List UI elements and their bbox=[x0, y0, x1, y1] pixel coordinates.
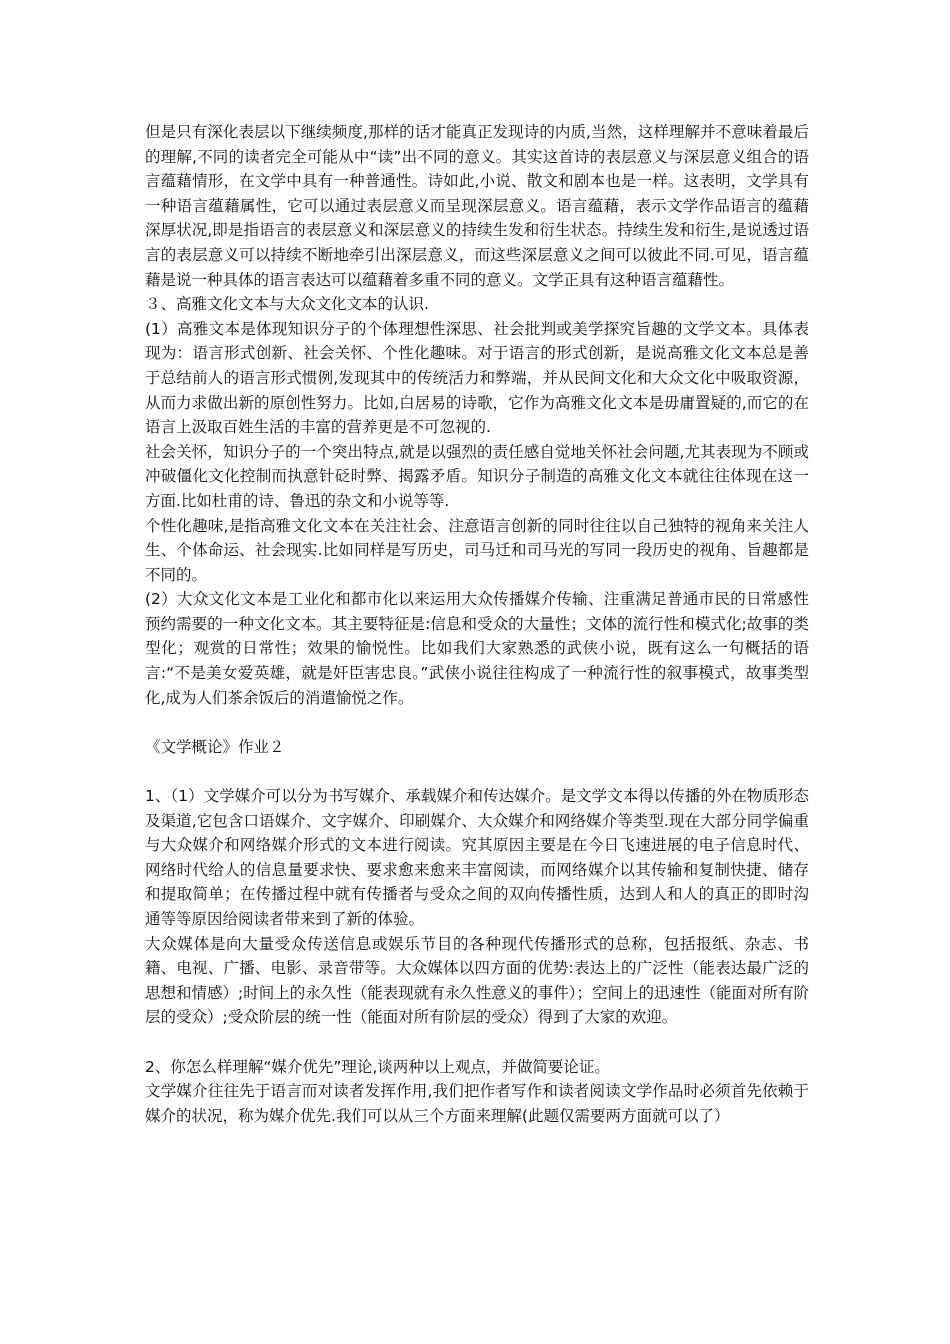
blank-line bbox=[145, 1030, 809, 1055]
paragraph-social-concern: 社会关怀，知识分子的一个突出特点,就是以强烈的责任感自觉地关怀社会问题,尤其表现为不顾或冲破僵化文化控制而执意针砭时弊、揭露矛盾。知识分子制造的高雅文化文本就往往体现在这一方面.比如杜甫的诗、鲁迅的杂文和小说等等. bbox=[145, 442, 809, 510]
paragraph-mass-media: 大众媒体是向大量受众传送信息或娱乐节目的各种现代传播形式的总称，包括报纸、杂志、书籍、电视、广播、电影、录音带等。大众媒体以四方面的优势:表达上的广泛性（能表达最广泛的思想和情感）;时间上的永久性（能表现就有永久性意义的事件）；空间上的迅速性（能面对所有阶层的受众）;受众阶层的统一性（能面对所有阶层的受众）得到了大家的欢迎。 bbox=[145, 934, 809, 1027]
assignment-title: 《文学概论》作业２ bbox=[145, 737, 285, 756]
paragraph-language-connotation: 但是只有深化表层以下继续频度,那样的话才能真正发现诗的内质,当然，这样理解并不意味着最后的理解,不同的读者完全可能从中“读”出不同的意义。其实这首诗的表层意义与深层意义组合的语言蕴藉情形，在文学中具有一种普通性。诗如此,小说、散文和剧本也是一样。这表明，文学具有一种语言蕴藉属性，它可以通过表层意义而呈现深层意义。语言蕴藉，表示文学作品语言的蕴藉深厚状况,即是指语言的表层意义和深层意义的持续生发和衍生状态。持续生发和衍生,是说透过语言的表层意义可以持续不断地牵引出深层意义，而这些深层意义之间可以彼此不同.可见，语言蕴藉是说一种具体的语言表达可以蕴藉着多重不同的意义。文学正具有这种语言蕴藉性。 bbox=[145, 123, 809, 289]
heading-section-3: ３、高雅文化文本与大众文化文本的认识. bbox=[145, 295, 429, 314]
paragraph-personal-taste: 个性化趣味,是指高雅文化文本在关注社会、注意语言创新的同时往往以自己独特的视角来关注人生、个体命运、社会现实.比如同样是写历史，司马迁和司马光的写同一段历史的视角、旨趣都是不同的。 bbox=[145, 516, 809, 584]
paragraph-mass-culture-text: (2）大众文化文本是工业化和都市化以来运用大众传播媒介传输、注重满足普通市民的日常感性预约需要的一种文化文本。其主要特征是:信息和受众的大量性；文体的流行性和模式化;故事的类型化；观赏的日常性；效果的愉悦性。比如我们大家熟悉的武侠小说，既有这么一句概括的语言:“不是美女爱英雄，就是奸臣害忠良。”武侠小说往往构成了一种流行性的叙事模式，故事类型化,成为人们茶余饭后的消遣愉悦之作。 bbox=[145, 590, 809, 707]
paragraph-question-1: 1、（1）文学媒介可以分为书写媒介、承载媒介和传达媒介。是文学文本得以传播的外在物质形态及渠道,它包含口语媒介、文字媒介、印刷媒介、大众媒介和网络媒介等类型.现在大部分同学偏重与大众媒介和网络媒介形式的文本进行阅读。究其原因主要是在今日飞速进展的电子信息时代、网络时代给人的信息量要求快、要求愈来愈来丰富阅读，而网络媒介以其传输和复制快捷、储存和提取简单；在传播过程中就有传播者与受众之间的双向传播性质，达到人和人的真正的即时沟通等等原因给阅读者带来到了新的体验。 bbox=[145, 787, 809, 928]
document-page bbox=[145, 120, 809, 1128]
paragraph-elite-text: (1）高雅文本是体现知识分子的个体理想性深思、社会批判或美学探究旨趣的文学文本。具体表现为：语言形式创新、社会关怀、个性化趣味。对于语言的形式创新，是说高雅文化文本总是善于总结前人的语言形式惯例,发现其中的传统活力和弊端，并从民间文化和大众文化中吸取资源，从而力求做出新的原创性努力。比如,白居易的诗歌，它作为高雅文化文本是毋庸置疑的,而它的在语言上汲取百姓生活的丰富的营养更是不可忽视的. bbox=[145, 319, 809, 437]
paragraph-media-priority: 文学媒介往往先于语言而对读者发挥作用,我们把作者写作和读者阅读文学作品时必须首先依赖于媒介的状况，称为媒介优先.我们可以从三个方面来理解(此题仅需要两方面就可以了） bbox=[145, 1082, 809, 1125]
blank-line bbox=[145, 710, 809, 735]
blank-line bbox=[145, 759, 809, 784]
paragraph-question-2: 2、你怎么样理解“媒介优先”理论,谈两种以上观点，并做简要论证。 bbox=[145, 1057, 610, 1076]
